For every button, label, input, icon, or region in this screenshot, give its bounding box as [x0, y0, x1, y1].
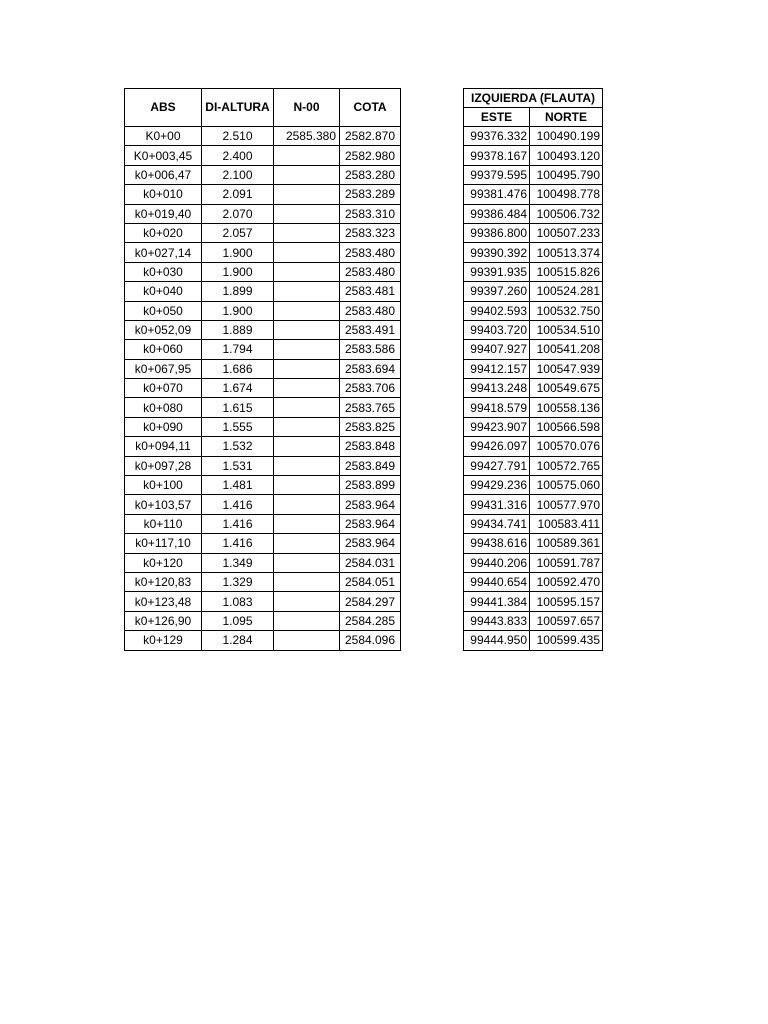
- cell-cota: 2583.323: [340, 223, 401, 242]
- table-row: [125, 359, 401, 378]
- table-row: [464, 553, 603, 572]
- cell-norte: 100558.136: [530, 398, 603, 417]
- cell-norte: 100515.826: [530, 262, 603, 281]
- cell-n00: [274, 185, 340, 204]
- cell-cota: 2583.310: [340, 204, 401, 223]
- coordinates-table: [463, 88, 603, 651]
- leveling-table: [124, 88, 401, 651]
- cell-cota: 2583.280: [340, 165, 401, 184]
- cell-este: 99431.316: [464, 495, 530, 514]
- cell-cota: 2583.899: [340, 476, 401, 495]
- cell-di-altura: 1.889: [202, 320, 274, 339]
- cell-di-altura: 1.686: [202, 359, 274, 378]
- cell-este: 99390.392: [464, 243, 530, 262]
- cell-di-altura: 1.555: [202, 417, 274, 436]
- table-row: [125, 223, 401, 242]
- cell-este: 99440.206: [464, 553, 530, 572]
- cell-abs: k0+117,10: [125, 534, 202, 553]
- cell-n00: [274, 611, 340, 630]
- cell-n00: [274, 320, 340, 339]
- cell-di-altura: 1.531: [202, 456, 274, 475]
- header-cota: COTA: [340, 89, 401, 127]
- table-row: [464, 262, 603, 281]
- cell-n00: [274, 262, 340, 281]
- cell-di-altura: 1.083: [202, 592, 274, 611]
- cell-norte: 100493.120: [530, 146, 603, 165]
- cell-di-altura: 1.481: [202, 476, 274, 495]
- cell-este: 99391.935: [464, 262, 530, 281]
- table-row: [125, 301, 401, 320]
- table-row: [125, 631, 401, 650]
- cell-cota: 2584.031: [340, 553, 401, 572]
- cell-cota: 2582.870: [340, 127, 401, 146]
- table-row: [464, 398, 603, 417]
- cell-abs: k0+120: [125, 553, 202, 572]
- cell-n00: [274, 165, 340, 184]
- cell-abs: k0+094,11: [125, 437, 202, 456]
- cell-n00: [274, 572, 340, 591]
- table-row: [464, 282, 603, 301]
- coordinates-title: IZQUIERDA (FLAUTA): [464, 89, 603, 108]
- cell-norte: 100577.970: [530, 495, 603, 514]
- cell-este: 99434.741: [464, 514, 530, 533]
- cell-cota: 2583.480: [340, 262, 401, 281]
- cell-este: 99378.167: [464, 146, 530, 165]
- cell-cota: 2583.765: [340, 398, 401, 417]
- table-row: [125, 320, 401, 339]
- cell-este: 99429.236: [464, 476, 530, 495]
- table-row: [464, 534, 603, 553]
- leveling-table-body: [125, 127, 401, 651]
- cell-n00: [274, 223, 340, 242]
- cell-cota: 2583.849: [340, 456, 401, 475]
- table-row: [464, 165, 603, 184]
- cell-este: 99418.579: [464, 398, 530, 417]
- cell-norte: 100599.435: [530, 631, 603, 650]
- cell-este: 99427.791: [464, 456, 530, 475]
- table-row: [464, 514, 603, 533]
- cell-cota: 2583.694: [340, 359, 401, 378]
- leveling-header-row: [125, 89, 401, 127]
- cell-este: 99381.476: [464, 185, 530, 204]
- table-row: [464, 204, 603, 223]
- cell-di-altura: 2.057: [202, 223, 274, 242]
- table-row: [464, 437, 603, 456]
- cell-norte: 100547.939: [530, 359, 603, 378]
- table-row: [464, 611, 603, 630]
- cell-abs: K0+003,45: [125, 146, 202, 165]
- table-row: [125, 592, 401, 611]
- cell-abs: k0+052,09: [125, 320, 202, 339]
- table-row: [464, 146, 603, 165]
- table-row: [125, 514, 401, 533]
- cell-n00: [274, 282, 340, 301]
- cell-di-altura: 1.349: [202, 553, 274, 572]
- cell-este: 99376.332: [464, 127, 530, 146]
- table-row: [464, 340, 603, 359]
- cell-norte: 100498.778: [530, 185, 603, 204]
- cell-este: 99438.616: [464, 534, 530, 553]
- cell-abs: k0+070: [125, 379, 202, 398]
- cell-norte: 100532.750: [530, 301, 603, 320]
- cell-este: 99402.593: [464, 301, 530, 320]
- cell-n00: [274, 204, 340, 223]
- cell-abs: k0+019,40: [125, 204, 202, 223]
- cell-cota: 2583.848: [340, 437, 401, 456]
- cell-norte: 100513.374: [530, 243, 603, 262]
- cell-cota: 2583.480: [340, 243, 401, 262]
- cell-norte: 100589.361: [530, 534, 603, 553]
- cell-abs: k0+020: [125, 223, 202, 242]
- cell-n00: [274, 398, 340, 417]
- cell-norte: 100575.060: [530, 476, 603, 495]
- cell-di-altura: 1.900: [202, 301, 274, 320]
- cell-n00: [274, 340, 340, 359]
- cell-norte: 100541.208: [530, 340, 603, 359]
- cell-abs: k0+060: [125, 340, 202, 359]
- cell-cota: 2583.480: [340, 301, 401, 320]
- cell-este: 99386.800: [464, 223, 530, 242]
- cell-abs: k0+006,47: [125, 165, 202, 184]
- cell-abs: k0+110: [125, 514, 202, 533]
- table-row: [464, 320, 603, 339]
- cell-abs: k0+050: [125, 301, 202, 320]
- cell-norte: 100507.233: [530, 223, 603, 242]
- header-norte: NORTE: [530, 108, 603, 127]
- cell-abs: K0+00: [125, 127, 202, 146]
- table-row: [125, 476, 401, 495]
- table-row: [125, 495, 401, 514]
- cell-cota: 2583.964: [340, 495, 401, 514]
- cell-abs: k0+040: [125, 282, 202, 301]
- table-row: [464, 379, 603, 398]
- cell-abs: k0+123,48: [125, 592, 202, 611]
- table-row: [125, 417, 401, 436]
- cell-n00: [274, 495, 340, 514]
- cell-norte: 100591.787: [530, 553, 603, 572]
- cell-abs: k0+120,83: [125, 572, 202, 591]
- cell-n00: [274, 417, 340, 436]
- cell-n00: 2585.380: [274, 127, 340, 146]
- cell-abs: k0+030: [125, 262, 202, 281]
- cell-di-altura: 1.416: [202, 495, 274, 514]
- cell-abs: k0+103,57: [125, 495, 202, 514]
- table-row: [464, 359, 603, 378]
- header-abs: ABS: [125, 89, 202, 127]
- cell-cota: 2583.586: [340, 340, 401, 359]
- cell-n00: [274, 476, 340, 495]
- cell-n00: [274, 534, 340, 553]
- cell-di-altura: 1.416: [202, 514, 274, 533]
- cell-di-altura: 2.510: [202, 127, 274, 146]
- cell-abs: k0+080: [125, 398, 202, 417]
- cell-cota: 2583.825: [340, 417, 401, 436]
- table-row: [125, 127, 401, 146]
- table-row: [125, 262, 401, 281]
- cell-norte: 100595.157: [530, 592, 603, 611]
- cell-di-altura: 2.091: [202, 185, 274, 204]
- table-row: [464, 127, 603, 146]
- cell-abs: k0+097,28: [125, 456, 202, 475]
- cell-di-altura: 1.674: [202, 379, 274, 398]
- table-row: [125, 379, 401, 398]
- cell-este: 99397.260: [464, 282, 530, 301]
- cell-este: 99440.654: [464, 572, 530, 591]
- cell-di-altura: 1.095: [202, 611, 274, 630]
- cell-abs: k0+100: [125, 476, 202, 495]
- cell-di-altura: 2.070: [202, 204, 274, 223]
- cell-norte: 100534.510: [530, 320, 603, 339]
- cell-cota: 2583.481: [340, 282, 401, 301]
- table-row: [125, 398, 401, 417]
- cell-este: 99407.927: [464, 340, 530, 359]
- cell-este: 99441.384: [464, 592, 530, 611]
- table-row: [464, 456, 603, 475]
- cell-cota: 2582.980: [340, 146, 401, 165]
- cell-di-altura: 1.794: [202, 340, 274, 359]
- table-row: [125, 185, 401, 204]
- cell-di-altura: 2.400: [202, 146, 274, 165]
- cell-n00: [274, 631, 340, 650]
- cell-este: 99443.833: [464, 611, 530, 630]
- cell-n00: [274, 456, 340, 475]
- cell-este: 99426.097: [464, 437, 530, 456]
- cell-abs: k0+126,90: [125, 611, 202, 630]
- cell-di-altura: 1.899: [202, 282, 274, 301]
- cell-norte: 100549.675: [530, 379, 603, 398]
- cell-di-altura: 1.329: [202, 572, 274, 591]
- cell-abs: k0+067,95: [125, 359, 202, 378]
- cell-abs: k0+129: [125, 631, 202, 650]
- coordinates-header-row: [464, 108, 603, 127]
- table-row: [464, 417, 603, 436]
- cell-norte: 100570.076: [530, 437, 603, 456]
- table-row: [464, 223, 603, 242]
- cell-cota: 2584.297: [340, 592, 401, 611]
- cell-cota: 2583.964: [340, 514, 401, 533]
- cell-este: 99413.248: [464, 379, 530, 398]
- header-este: ESTE: [464, 108, 530, 127]
- cell-abs: k0+027,14: [125, 243, 202, 262]
- cell-este: 99423.907: [464, 417, 530, 436]
- cell-di-altura: 1.416: [202, 534, 274, 553]
- header-di-altura: DI-ALTURA: [202, 89, 274, 127]
- cell-cota: 2584.051: [340, 572, 401, 591]
- table-row: [125, 243, 401, 262]
- table-row: [125, 165, 401, 184]
- cell-cota: 2583.289: [340, 185, 401, 204]
- table-row: [464, 631, 603, 650]
- header-n00: N-00: [274, 89, 340, 127]
- cell-di-altura: 2.100: [202, 165, 274, 184]
- cell-norte: 100597.657: [530, 611, 603, 630]
- table-row: [125, 456, 401, 475]
- cell-di-altura: 1.615: [202, 398, 274, 417]
- cell-este: 99444.950: [464, 631, 530, 650]
- cell-cota: 2583.964: [340, 534, 401, 553]
- cell-norte: 100566.598: [530, 417, 603, 436]
- coordinates-title-row: [464, 89, 603, 108]
- coordinates-table-body: [464, 127, 603, 651]
- cell-cota: 2583.491: [340, 320, 401, 339]
- cell-di-altura: 1.284: [202, 631, 274, 650]
- cell-cota: 2583.706: [340, 379, 401, 398]
- cell-abs: k0+090: [125, 417, 202, 436]
- table-row: [464, 301, 603, 320]
- cell-n00: [274, 243, 340, 262]
- cell-norte: 100583.411: [530, 514, 603, 533]
- cell-cota: 2584.285: [340, 611, 401, 630]
- table-row: [125, 611, 401, 630]
- table-row: [125, 572, 401, 591]
- cell-n00: [274, 359, 340, 378]
- cell-abs: k0+010: [125, 185, 202, 204]
- cell-n00: [274, 514, 340, 533]
- cell-este: 99386.484: [464, 204, 530, 223]
- table-row: [464, 476, 603, 495]
- cell-norte: 100592.470: [530, 572, 603, 591]
- table-row: [464, 572, 603, 591]
- cell-di-altura: 1.900: [202, 243, 274, 262]
- cell-norte: 100506.732: [530, 204, 603, 223]
- table-row: [464, 243, 603, 262]
- cell-este: 99412.157: [464, 359, 530, 378]
- table-row: [125, 553, 401, 572]
- cell-n00: [274, 301, 340, 320]
- table-row: [125, 282, 401, 301]
- cell-n00: [274, 553, 340, 572]
- table-row: [125, 340, 401, 359]
- cell-este: 99379.595: [464, 165, 530, 184]
- cell-norte: 100524.281: [530, 282, 603, 301]
- table-row: [464, 185, 603, 204]
- cell-norte: 100572.765: [530, 456, 603, 475]
- cell-n00: [274, 592, 340, 611]
- cell-di-altura: 1.900: [202, 262, 274, 281]
- cell-norte: 100495.790: [530, 165, 603, 184]
- table-row: [125, 534, 401, 553]
- table-row: [464, 592, 603, 611]
- table-row: [464, 495, 603, 514]
- cell-n00: [274, 146, 340, 165]
- cell-n00: [274, 379, 340, 398]
- cell-norte: 100490.199: [530, 127, 603, 146]
- table-row: [125, 146, 401, 165]
- cell-di-altura: 1.532: [202, 437, 274, 456]
- cell-n00: [274, 437, 340, 456]
- table-row: [125, 204, 401, 223]
- cell-este: 99403.720: [464, 320, 530, 339]
- table-row: [125, 437, 401, 456]
- cell-cota: 2584.096: [340, 631, 401, 650]
